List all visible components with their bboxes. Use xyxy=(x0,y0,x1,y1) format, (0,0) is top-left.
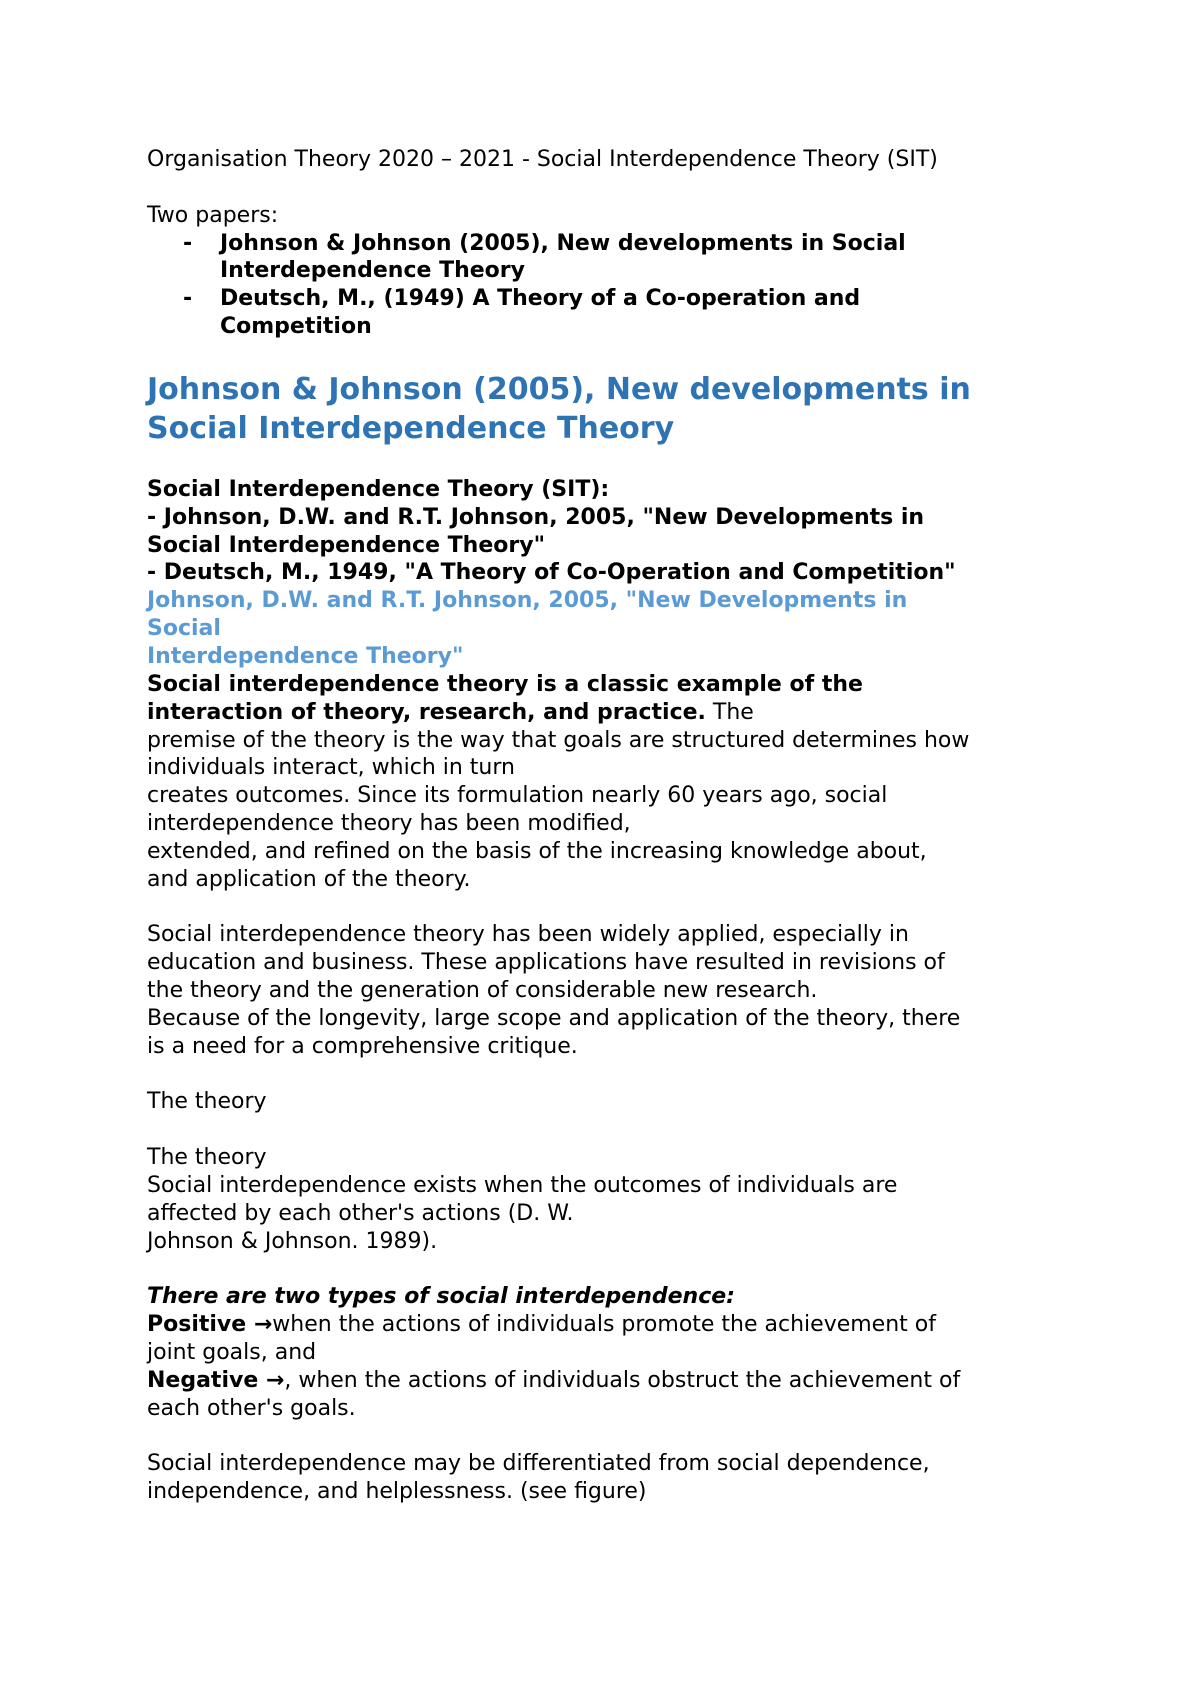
section-heading xyxy=(147,370,1147,448)
theory-label: The theory xyxy=(147,1089,267,1115)
paragraph-line: creates outcomes. Since its formulation nearly 60 years ago, social xyxy=(147,783,888,809)
paragraph-line: is a need for a comprehensive critique. xyxy=(147,1033,578,1059)
heading-line: Social Interdependence Theory xyxy=(147,411,675,447)
paragraph-line: each other's goals. xyxy=(147,1395,356,1421)
paragraph-line: independence, and helplessness. (see figure) xyxy=(147,1479,647,1505)
negative-term: Negative xyxy=(147,1367,266,1393)
blank-line xyxy=(147,1061,1147,1089)
paper-list-item xyxy=(147,230,1147,286)
negative-line xyxy=(147,1367,1147,1395)
paragraph-line: Social interdependence theory has been widely applied, especially in xyxy=(147,922,909,948)
document-body xyxy=(147,146,1147,1506)
subheading-line: Social xyxy=(147,616,221,642)
blank-line xyxy=(147,894,1147,922)
document-title: Organisation Theory 2020 – 2021 - Social Interdependence Theory (SIT) xyxy=(147,147,938,172)
blank-line xyxy=(147,1116,1147,1144)
bullet-dash: - xyxy=(183,230,193,256)
blank-line xyxy=(147,1423,1147,1451)
paragraph-line: joint goals, and xyxy=(147,1340,317,1366)
paragraph-line: Social interdependence may be differentiated from social dependence, xyxy=(147,1451,930,1477)
reference-line: - Deutsch, M., 1949, "A Theory of Co-Operation and Competition" xyxy=(147,560,956,586)
positive-term: Positive xyxy=(147,1312,254,1338)
reference-line: Social Interdependence Theory" xyxy=(147,532,546,558)
types-title: There are two types of social interdependence: xyxy=(147,1284,735,1310)
paper-line: Competition xyxy=(220,314,372,340)
intro-bold-text: interaction of theory, research, and practice. xyxy=(147,699,706,725)
paragraph-line: affected by each other's actions (D. W. xyxy=(147,1200,574,1226)
arrow-icon: → xyxy=(265,1367,285,1393)
paragraph-line: interdependence theory has been modified, xyxy=(147,811,631,837)
paragraph-line: and application of the theory. xyxy=(147,866,471,892)
paragraph-line: the theory and the generation of considerable new research. xyxy=(147,978,818,1004)
paragraph-line: extended, and refined on the basis of the increasing knowledge about, xyxy=(147,838,927,864)
blank-line xyxy=(147,174,1147,202)
paragraph-line: premise of the theory is the way that goals are structured determines how xyxy=(147,727,970,753)
paper-line: Johnson & Johnson (2005), New developments in Social xyxy=(220,230,906,256)
intro-tail-text: The xyxy=(705,699,754,725)
paper-line: Interdependence Theory xyxy=(220,258,525,284)
paragraph-line: Johnson & Johnson. 1989). xyxy=(147,1228,438,1254)
intro-mixed-line xyxy=(147,699,1147,727)
papers-intro: Two papers: xyxy=(147,202,279,228)
arrow-icon: → xyxy=(253,1312,273,1338)
subheading-line: Johnson, D.W. and R.T. Johnson, 2005, "New Developments in xyxy=(147,588,908,614)
sit-references xyxy=(147,476,1147,1506)
positive-line xyxy=(147,1311,1147,1339)
reference-line: - Johnson, D.W. and R.T. Johnson, 2005, "New Developments in xyxy=(147,504,925,530)
intro-bold-line: Social interdependence theory is a classic example of the xyxy=(147,671,863,697)
heading-line: Johnson & Johnson (2005), New developments in xyxy=(147,372,971,408)
paragraph-line: Social interdependence exists when the outcomes of individuals are xyxy=(147,1173,898,1198)
negative-text: , when the actions of individuals obstruct the achievement of xyxy=(284,1367,961,1393)
paragraph-line: individuals interact, which in turn xyxy=(147,755,515,781)
sit-title: Social Interdependence Theory (SIT): xyxy=(147,476,610,502)
bullet-dash: - xyxy=(183,286,193,312)
positive-text: when the actions of individuals promote the achievement of xyxy=(272,1312,936,1338)
theory-section-label: The theory xyxy=(147,1145,267,1171)
paragraph-line: education and business. These applications have resulted in revisions of xyxy=(147,950,945,976)
paper-line: Deutsch, M., (1949) A Theory of a Co-operation and xyxy=(220,286,861,312)
paper-list-item xyxy=(147,285,1147,341)
blank-line xyxy=(147,1256,1147,1284)
subheading-line: Interdependence Theory" xyxy=(147,643,464,669)
paragraph-line: Because of the longevity, large scope and application of the theory, there xyxy=(147,1005,961,1031)
